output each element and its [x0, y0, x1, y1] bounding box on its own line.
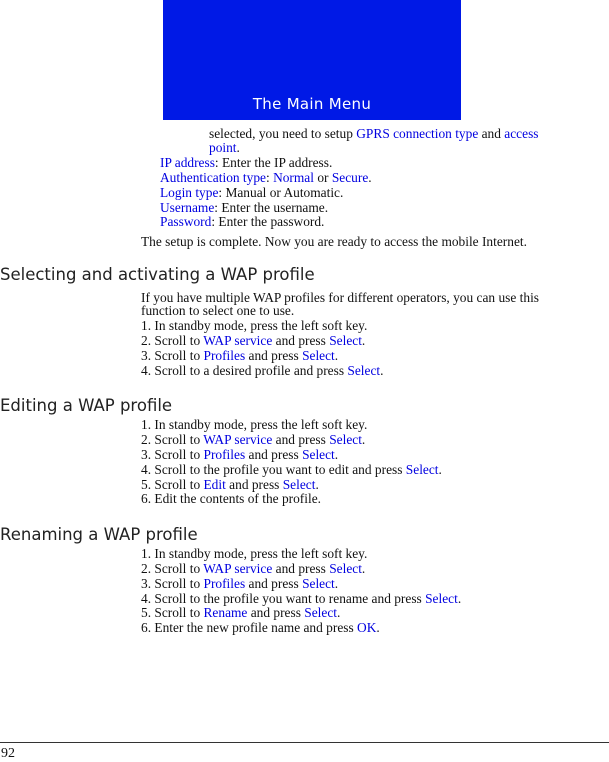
text-run: 4. Scroll to the profile you want to rename and press: [141, 591, 426, 606]
section-line: [141, 592, 461, 606]
keyword-term: Select: [405, 462, 439, 477]
text-run: .: [334, 348, 339, 363]
text-run: 4. Scroll to the profile you want to edit and press: [141, 462, 406, 477]
text-run: .: [337, 605, 341, 620]
text-run: 5. Scroll to: [141, 477, 204, 492]
text-run: .: [236, 140, 240, 155]
text-run: .: [380, 363, 384, 378]
section-line: [141, 364, 383, 378]
text-run: : Enter the username.: [214, 200, 329, 215]
section-line: [141, 304, 294, 318]
section-line: [141, 418, 367, 432]
section-line: [141, 349, 338, 363]
keyword-term: Select: [329, 432, 362, 447]
text-run: .: [361, 561, 366, 576]
intro-line: [141, 235, 527, 249]
main-menu-header-box: [163, 0, 461, 120]
intro-line: [160, 201, 328, 215]
text-run: 3. Scroll to: [141, 348, 204, 363]
keyword-term: Select: [302, 576, 335, 591]
keyword-term: access: [504, 126, 539, 141]
text-run: The setup is complete. Now you are ready to access the mobile Internet.: [141, 234, 527, 249]
keyword-term: Select: [329, 333, 362, 348]
text-run: and: [478, 126, 505, 141]
page-number: 92: [1, 746, 15, 761]
text-run: 6. Edit the contents of the profile.: [141, 491, 321, 506]
text-run: 2. Scroll to: [141, 432, 204, 447]
section-line: [141, 478, 319, 492]
keyword-term: Edit: [203, 477, 226, 492]
text-run: .: [361, 333, 366, 348]
keyword-term: IP address: [160, 155, 215, 170]
text-run: 5. Scroll to: [141, 605, 204, 620]
text-run: .: [376, 620, 380, 635]
keyword-term: Profiles: [203, 348, 246, 363]
section-line: [141, 492, 321, 506]
text-run: 3. Scroll to: [141, 447, 204, 462]
section-heading-renaming: Renaming a WAP profile: [0, 525, 198, 544]
keyword-term: Select: [329, 561, 362, 576]
text-run: 3. Scroll to: [141, 576, 204, 591]
text-run: .: [315, 477, 319, 492]
text-run: 2. Scroll to: [141, 561, 204, 576]
intro-line: [209, 141, 240, 155]
intro-line: [160, 186, 343, 200]
text-run: : Enter the IP address.: [214, 155, 333, 170]
text-run: 2. Scroll to: [141, 333, 204, 348]
keyword-term: Normal: [273, 170, 314, 185]
keyword-term: Select: [347, 363, 381, 378]
keyword-term: WAP service: [203, 333, 273, 348]
text-run: and press: [247, 605, 305, 620]
keyword-term: Select: [302, 447, 335, 462]
text-run: :: [265, 170, 274, 185]
text-run: .: [438, 462, 442, 477]
text-run: and press: [245, 576, 303, 591]
keyword-term: Username: [160, 200, 215, 215]
section-line: [141, 433, 365, 447]
text-run: .: [334, 576, 339, 591]
text-run: 1. In standby mode, press the left soft key.: [141, 417, 368, 432]
section-line: [141, 606, 340, 620]
text-run: .: [457, 591, 462, 606]
text-run: and press: [225, 477, 283, 492]
keyword-term: Select: [304, 605, 337, 620]
text-run: : Manual or Automatic.: [218, 185, 344, 200]
intro-line: [160, 215, 324, 229]
text-run: and press: [272, 432, 330, 447]
text-run: and press: [245, 348, 303, 363]
text-run: : Enter the password.: [211, 214, 325, 229]
section-line: [141, 621, 380, 635]
keyword-term: Secure: [331, 170, 369, 185]
keyword-term: OK: [357, 620, 377, 635]
text-run: 4. Scroll to a desired profile and press: [141, 363, 348, 378]
footer-rule: [0, 742, 609, 743]
section-line: [141, 577, 338, 591]
keyword-term: Rename: [203, 605, 248, 620]
text-run: 6. Enter the new profile name and press: [141, 620, 358, 635]
keyword-term: WAP service: [203, 561, 273, 576]
keyword-term: WAP service: [203, 432, 273, 447]
section-line: [141, 562, 365, 576]
text-run: .: [368, 170, 372, 185]
keyword-term: Authentication type: [160, 170, 266, 185]
section-line: [141, 448, 338, 462]
text-run: function to select one to use.: [141, 303, 295, 318]
text-run: or: [313, 170, 332, 185]
section-heading-selecting: Selecting and activating a WAP profile: [0, 265, 315, 284]
text-run: selected, you need to setup: [209, 126, 357, 141]
keyword-term: Select: [425, 591, 458, 606]
keyword-term: point: [209, 140, 237, 155]
text-run: If you have multiple WAP profiles for different operators, you can use this: [141, 290, 540, 305]
keyword-term: Select: [302, 348, 335, 363]
text-run: 1. In standby mode, press the left soft key.: [141, 318, 368, 333]
section-line: [141, 319, 367, 333]
section-line: [141, 463, 442, 477]
intro-line: [209, 127, 539, 141]
keyword-term: Login type: [160, 185, 219, 200]
keyword-term: Profiles: [203, 447, 246, 462]
text-run: .: [361, 432, 366, 447]
intro-line: [160, 171, 372, 185]
text-run: .: [334, 447, 339, 462]
intro-line: [160, 156, 332, 170]
text-run: 1. In standby mode, press the left soft key.: [141, 546, 368, 561]
keyword-term: Password: [160, 214, 212, 229]
keyword-term: Select: [282, 477, 316, 492]
keyword-term: Profiles: [203, 576, 246, 591]
keyword-term: GPRS connection type: [356, 126, 479, 141]
section-line: [141, 334, 365, 348]
section-heading-editing: Editing a WAP profile: [0, 396, 173, 415]
section-line: [141, 547, 367, 561]
header-title: The Main Menu: [252, 95, 372, 113]
text-run: and press: [272, 333, 330, 348]
text-run: and press: [245, 447, 303, 462]
text-run: and press: [272, 561, 330, 576]
